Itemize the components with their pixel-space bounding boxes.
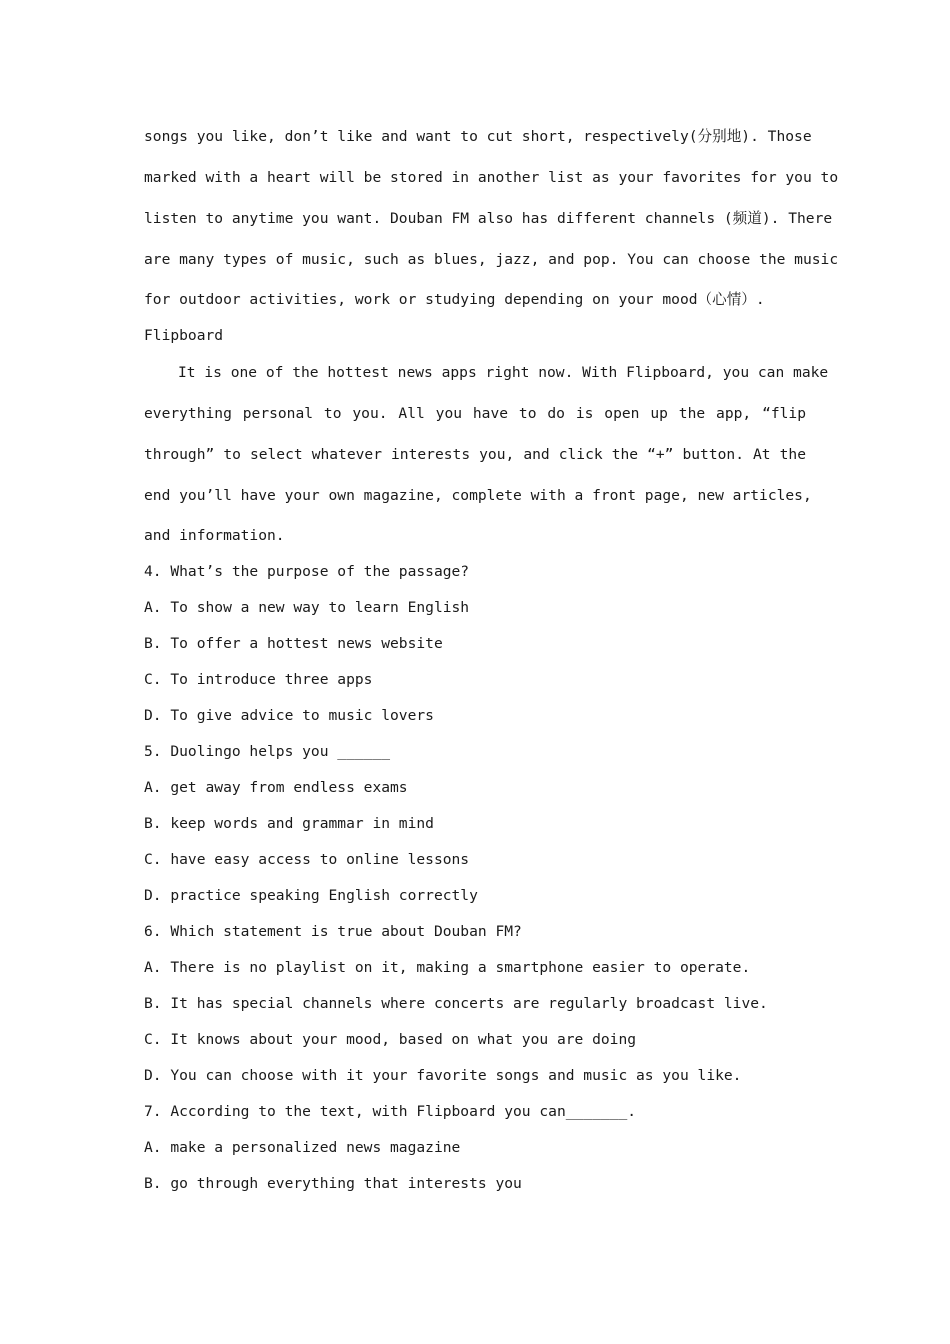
paragraph-line: through” to select whatever interests you, and click the “+” button. At the xyxy=(144,446,806,463)
question-5 xyxy=(144,734,806,914)
paragraph-line: listen to anytime you want. Douban FM also has different channels (频道). There xyxy=(144,210,833,227)
answer-option: B. keep words and grammar in mind xyxy=(144,815,434,832)
answer-option: A. get away from endless exams xyxy=(144,779,408,796)
question-stem: 6. Which statement is true about Douban FM? xyxy=(144,923,522,940)
answer-option: D. practice speaking English correctly xyxy=(144,887,478,904)
paragraph-line: marked with a heart will be stored in another list as your favorites for you to xyxy=(144,169,839,186)
paragraph-line: and information. xyxy=(144,527,285,544)
question-4 xyxy=(144,554,806,734)
answer-option: C. have easy access to online lessons xyxy=(144,851,470,868)
paragraph-line: end you’ll have your own magazine, complete with a front page, new articles, xyxy=(144,487,812,504)
section-heading: Flipboard xyxy=(144,327,224,344)
answer-option: C. It knows about your mood, based on what you are doing xyxy=(144,1031,637,1048)
paragraph-line: It is one of the hottest news apps right now. With Flipboard, you can make xyxy=(178,364,829,381)
answer-option: A. make a personalized news magazine xyxy=(144,1139,461,1156)
answer-option: B. It has special channels where concerts are regularly broadcast live. xyxy=(144,995,768,1012)
question-6 xyxy=(144,914,806,1094)
document-page xyxy=(144,118,839,1202)
answer-option: B. To offer a hottest news website xyxy=(144,635,443,652)
question-stem: 4. What’s the purpose of the passage? xyxy=(144,563,470,580)
paragraph-line: songs you like, don’t like and want to cut short, respectively(分别地). Those xyxy=(144,128,812,145)
douban-paragraph xyxy=(144,118,839,318)
question-stem: 5. Duolingo helps you ______ xyxy=(144,743,391,760)
answer-option: A. To show a new way to learn English xyxy=(144,599,470,616)
question-stem: 7. According to the text, with Flipboard you can_______. xyxy=(144,1103,637,1120)
paragraph-line: are many types of music, such as blues, jazz, and pop. You can choose the music xyxy=(144,251,839,268)
question-7 xyxy=(144,1094,806,1202)
flipboard-section xyxy=(144,318,829,554)
questions-section xyxy=(144,554,806,1202)
paragraph-line: everything personal to you. All you have to do is open up the app, “flip xyxy=(144,405,806,422)
answer-option: D. You can choose with it your favorite songs and music as you like. xyxy=(144,1067,742,1084)
answer-option: B. go through everything that interests you xyxy=(144,1175,522,1192)
answer-option: D. To give advice to music lovers xyxy=(144,707,434,724)
answer-option: C. To introduce three apps xyxy=(144,671,373,688)
paragraph-line: for outdoor activities, work or studying depending on your mood（心情）. xyxy=(144,291,765,308)
answer-option: A. There is no playlist on it, making a smartphone easier to operate. xyxy=(144,959,751,976)
